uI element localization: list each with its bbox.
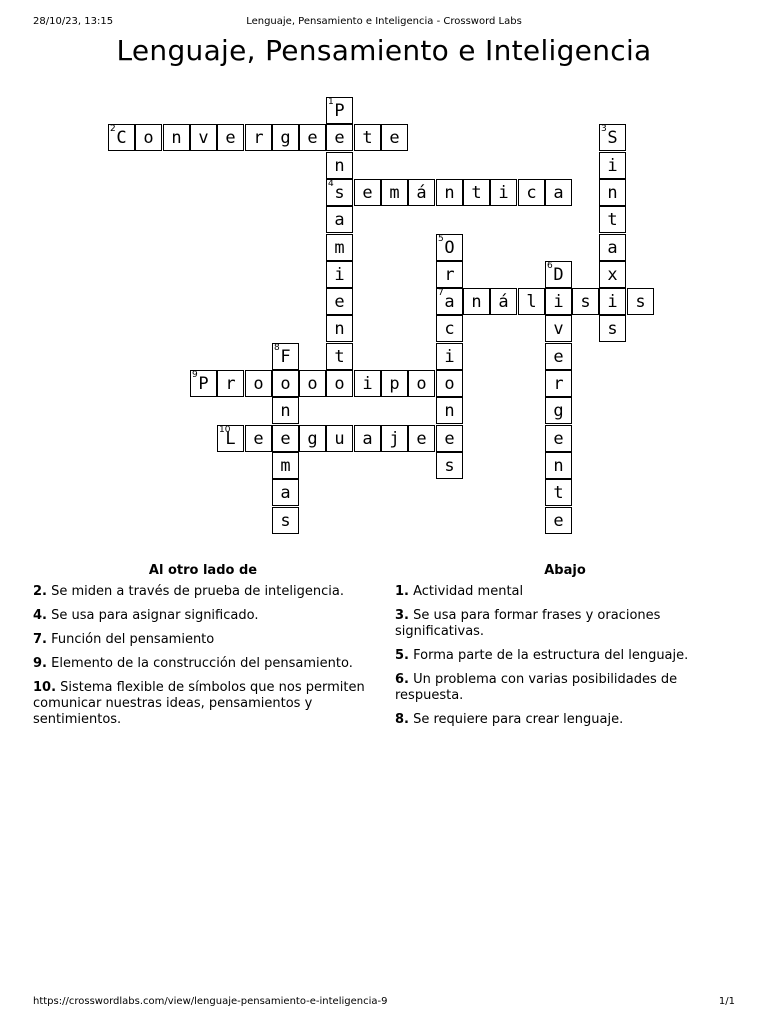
down-clue xyxy=(395,608,735,640)
crossword-cell xyxy=(381,124,408,151)
crossword-cell xyxy=(518,288,545,315)
crossword-cell xyxy=(272,124,299,151)
crossword-cell xyxy=(463,288,490,315)
crossword-cell xyxy=(163,124,190,151)
crossword-cell xyxy=(545,179,572,206)
cell-letter: e xyxy=(553,429,564,449)
clue-text: Se usa para formar frases y oraciones significativas. xyxy=(395,608,661,639)
crossword-cell xyxy=(326,179,353,206)
down-clue xyxy=(395,712,735,728)
cell-letter: e xyxy=(225,128,236,148)
crossword-cell xyxy=(326,343,353,370)
cell-letter: o xyxy=(334,374,345,394)
across-clue xyxy=(33,608,373,624)
cell-letter: s xyxy=(607,319,618,339)
clue-num: 5. xyxy=(395,648,409,663)
clue-number: 2 xyxy=(110,124,116,134)
crossword-cell xyxy=(408,179,435,206)
cell-letter: m xyxy=(280,456,291,476)
cell-letter: P xyxy=(334,101,345,121)
clue-num: 6. xyxy=(395,672,409,687)
cell-letter: t xyxy=(607,210,618,230)
crossword-cell xyxy=(190,370,217,397)
crossword-cell xyxy=(354,124,381,151)
cell-letter: O xyxy=(444,238,455,258)
cell-letter: n xyxy=(444,183,455,203)
print-page-number: 1/1 xyxy=(718,996,735,1007)
crossword-cell xyxy=(599,234,626,261)
crossword-cell xyxy=(436,370,463,397)
crossword-cell xyxy=(436,452,463,479)
cell-letter: g xyxy=(307,429,318,449)
cell-letter: i xyxy=(607,156,618,176)
crossword-cell xyxy=(436,261,463,288)
cell-letter: x xyxy=(607,265,618,285)
cell-letter: s xyxy=(444,456,455,476)
crossword-cell xyxy=(599,179,626,206)
cell-letter: i xyxy=(362,374,373,394)
cell-letter: g xyxy=(553,401,564,421)
cell-letter: o xyxy=(307,374,318,394)
cell-letter: t xyxy=(362,128,373,148)
cell-letter: L xyxy=(225,429,236,449)
print-page-title: Lenguaje, Pensamiento e Inteligencia - Crossword Labs xyxy=(246,16,522,27)
cell-letter: e xyxy=(253,429,264,449)
crossword-cell xyxy=(135,124,162,151)
cell-letter: v xyxy=(198,128,209,148)
cell-letter: r xyxy=(253,128,264,148)
crossword-cell xyxy=(436,234,463,261)
crossword-cell xyxy=(545,425,572,452)
cell-letter: a xyxy=(334,210,345,230)
clue-num: 7. xyxy=(33,632,47,647)
cell-letter: n xyxy=(607,183,618,203)
clue-text: Se requiere para crear lenguaje. xyxy=(408,712,624,727)
crossword-cell xyxy=(217,370,244,397)
cell-letter: n xyxy=(553,456,564,476)
cell-letter: e xyxy=(280,429,291,449)
crossword-cell xyxy=(245,124,272,151)
crossword-cell xyxy=(326,288,353,315)
across-heading: Al otro lado de xyxy=(148,563,258,578)
cell-letter: o xyxy=(416,374,427,394)
cell-letter: i xyxy=(334,265,345,285)
cell-letter: i xyxy=(553,292,564,312)
clue-num: 10. xyxy=(33,680,57,695)
crossword-cell xyxy=(272,397,299,424)
crossword-cell xyxy=(190,124,217,151)
crossword-cell xyxy=(545,507,572,534)
cell-letter: i xyxy=(444,347,455,367)
crossword-cell xyxy=(436,315,463,342)
cell-letter: m xyxy=(389,183,400,203)
cell-letter: e xyxy=(416,429,427,449)
clue-number: 6 xyxy=(547,261,553,271)
crossword-cell xyxy=(381,179,408,206)
crossword-cell xyxy=(299,124,326,151)
cell-letter: r xyxy=(225,374,236,394)
cell-letter: s xyxy=(580,292,591,312)
clue-text: Elemento de la construcción del pensamiento. xyxy=(46,656,353,671)
cell-letter: a xyxy=(607,238,618,258)
across-clue xyxy=(33,584,373,600)
cell-letter: n xyxy=(334,319,345,339)
cell-letter: c xyxy=(444,319,455,339)
clue-number: 4 xyxy=(328,179,334,189)
clue-number: 3 xyxy=(601,124,607,134)
cell-letter: s xyxy=(635,292,646,312)
crossword-cell xyxy=(299,370,326,397)
clue-number: 7 xyxy=(438,288,444,298)
crossword-cell xyxy=(436,179,463,206)
across-clue xyxy=(33,680,373,728)
cell-letter: t xyxy=(553,483,564,503)
clue-text: Se miden a través de prueba de inteligencia. xyxy=(46,584,344,599)
crossword-cell xyxy=(545,370,572,397)
cell-letter: n xyxy=(471,292,482,312)
down-clue xyxy=(395,648,735,664)
clue-number: 8 xyxy=(274,343,280,353)
cell-letter: s xyxy=(334,183,345,203)
crossword-cell xyxy=(599,152,626,179)
crossword-cell xyxy=(217,425,244,452)
crossword-cell xyxy=(599,206,626,233)
cell-letter: e xyxy=(389,128,400,148)
cell-letter: F xyxy=(280,347,291,367)
clue-num: 1. xyxy=(395,584,409,599)
crossword-cell xyxy=(326,425,353,452)
cell-letter: m xyxy=(334,238,345,258)
cell-letter: á xyxy=(498,292,509,312)
clue-num: 9. xyxy=(33,656,47,671)
clue-text: Función del pensamiento xyxy=(46,632,215,647)
crossword-cell xyxy=(326,124,353,151)
crossword-cell xyxy=(381,370,408,397)
down-clue xyxy=(395,672,735,704)
cell-letter: á xyxy=(416,183,427,203)
crossword-cell xyxy=(272,343,299,370)
clue-text: Actividad mental xyxy=(408,584,524,599)
crossword-cell xyxy=(545,397,572,424)
cell-letter: v xyxy=(553,319,564,339)
cell-letter: t xyxy=(334,347,345,367)
crossword-cell xyxy=(599,288,626,315)
clue-number: 9 xyxy=(192,370,198,380)
clue-text: Sistema flexible de símbolos que nos permiten comunicar nuestras ideas, pensamientos y sentimientos. xyxy=(33,680,365,727)
crossword-cell xyxy=(326,97,353,124)
cell-letter: D xyxy=(553,265,564,285)
cell-letter: e xyxy=(553,347,564,367)
down-heading: Abajo xyxy=(544,563,586,578)
cell-letter: c xyxy=(526,183,537,203)
clue-number: 10 xyxy=(219,425,231,435)
cell-letter: a xyxy=(553,183,564,203)
crossword-cell xyxy=(436,425,463,452)
crossword-cell xyxy=(326,315,353,342)
crossword-cell xyxy=(518,179,545,206)
cell-letter: p xyxy=(389,374,400,394)
clue-text: Un problema con varias posibilidades de respuesta. xyxy=(395,672,678,703)
clue-text: Forma parte de la estructura del lenguaje. xyxy=(408,648,689,663)
crossword-cell xyxy=(545,315,572,342)
clue-num: 8. xyxy=(395,712,409,727)
crossword-cell xyxy=(599,124,626,151)
across-clues xyxy=(33,563,373,736)
crossword-cell xyxy=(436,343,463,370)
cell-letter: o xyxy=(280,374,291,394)
cell-letter: s xyxy=(280,511,291,531)
crossword-cell xyxy=(572,288,599,315)
across-clue xyxy=(33,632,373,648)
across-clue xyxy=(33,656,373,672)
crossword-cell xyxy=(545,343,572,370)
cell-letter: o xyxy=(143,128,154,148)
cell-letter: t xyxy=(471,183,482,203)
cell-letter: n xyxy=(444,401,455,421)
cell-letter: a xyxy=(362,429,373,449)
crossword-cell xyxy=(354,425,381,452)
clue-number: 5 xyxy=(438,234,444,244)
cell-letter: P xyxy=(198,374,209,394)
cell-letter: u xyxy=(334,429,345,449)
clue-number: 1 xyxy=(328,97,334,107)
cell-letter: o xyxy=(253,374,264,394)
down-clue xyxy=(395,584,735,600)
crossword-cell xyxy=(299,425,326,452)
crossword-cell xyxy=(108,124,135,151)
crossword-cell xyxy=(326,206,353,233)
crossword-cell xyxy=(272,479,299,506)
crossword-cell xyxy=(490,179,517,206)
cell-letter: n xyxy=(280,401,291,421)
crossword-cell xyxy=(326,152,353,179)
cell-letter: a xyxy=(444,292,455,312)
crossword-cell xyxy=(272,507,299,534)
cell-letter: e xyxy=(362,183,373,203)
cell-letter: r xyxy=(553,374,564,394)
cell-letter: n xyxy=(334,156,345,176)
cell-letter: j xyxy=(389,429,400,449)
cell-letter: e xyxy=(553,511,564,531)
crossword-cell xyxy=(217,124,244,151)
crossword-cell xyxy=(326,261,353,288)
crossword-cell xyxy=(326,370,353,397)
crossword-cell xyxy=(272,425,299,452)
cell-letter: r xyxy=(444,265,455,285)
crossword-cell xyxy=(490,288,517,315)
crossword-cell xyxy=(408,370,435,397)
crossword-cell xyxy=(245,370,272,397)
crossword-cell xyxy=(381,425,408,452)
clue-num: 4. xyxy=(33,608,47,623)
cell-letter: a xyxy=(280,483,291,503)
crossword-cell xyxy=(408,425,435,452)
cell-letter: o xyxy=(444,374,455,394)
page-title: Lenguaje, Pensamiento e Inteligencia xyxy=(116,34,652,67)
cell-letter: i xyxy=(607,292,618,312)
clue-text: Se usa para asignar significado. xyxy=(46,608,259,623)
cell-letter: n xyxy=(171,128,182,148)
crossword-cell xyxy=(354,370,381,397)
cell-letter: e xyxy=(334,292,345,312)
clue-num: 3. xyxy=(395,608,409,623)
crossword-cell xyxy=(354,179,381,206)
crossword-cell xyxy=(436,397,463,424)
crossword-cell xyxy=(272,452,299,479)
cell-letter: g xyxy=(280,128,291,148)
crossword-cell xyxy=(436,288,463,315)
crossword-cell xyxy=(272,370,299,397)
cell-letter: e xyxy=(444,429,455,449)
cell-letter: l xyxy=(526,292,537,312)
crossword-cell xyxy=(627,288,654,315)
down-clues xyxy=(395,563,735,736)
cell-letter: e xyxy=(334,128,345,148)
crossword-cell xyxy=(545,261,572,288)
clue-num: 2. xyxy=(33,584,47,599)
crossword-cell xyxy=(326,234,353,261)
print-url: https://crosswordlabs.com/view/lenguaje-pensamiento-e-inteligencia-9 xyxy=(33,996,388,1007)
crossword-cell xyxy=(545,479,572,506)
crossword-cell xyxy=(463,179,490,206)
crossword-cell xyxy=(599,261,626,288)
crossword-cell xyxy=(245,425,272,452)
crossword-cell xyxy=(545,288,572,315)
cell-letter: e xyxy=(307,128,318,148)
cell-letter: S xyxy=(607,128,618,148)
crossword-cell xyxy=(545,452,572,479)
print-date: 28/10/23, 13:15 xyxy=(33,16,114,27)
crossword-cell xyxy=(599,315,626,342)
cell-letter: C xyxy=(116,128,127,148)
cell-letter: i xyxy=(498,183,509,203)
